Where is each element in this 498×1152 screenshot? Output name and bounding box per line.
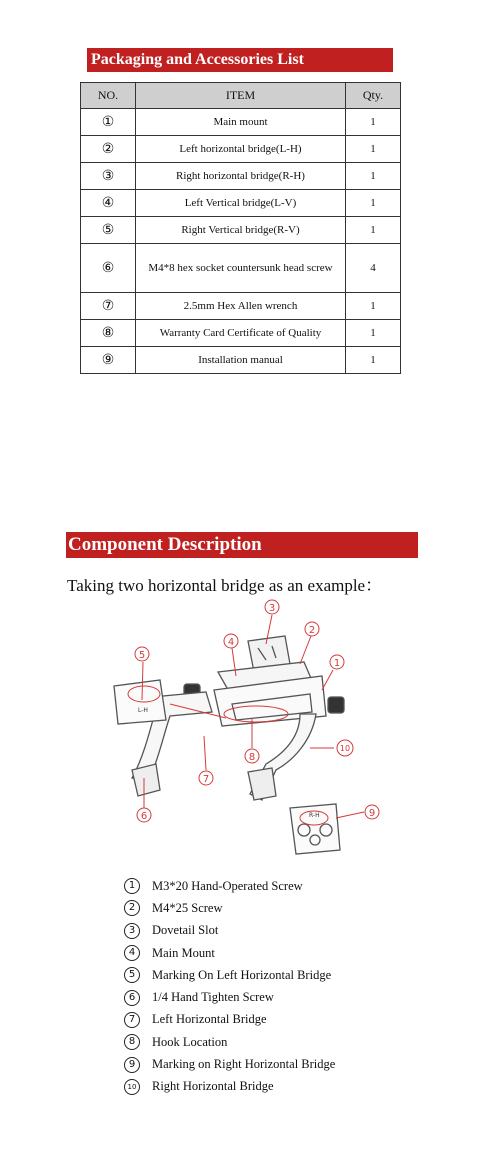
row-qty: 1: [346, 136, 401, 163]
legend-label: Marking On Left Horizontal Bridge: [152, 967, 332, 982]
components-intro: Taking two horizontal bridge as an example：: [67, 576, 383, 595]
table-row: [81, 244, 401, 293]
legend-label: 1/4 Hand Tighten Screw: [152, 990, 274, 1005]
row-no: ①: [81, 109, 136, 136]
row-item: Warranty Card Certificate of Quality: [136, 320, 346, 347]
bridge-drawing: [114, 636, 344, 854]
row-qty: 1: [346, 320, 401, 347]
row-qty: 1: [346, 109, 401, 136]
legend-number: 7: [124, 1012, 140, 1028]
legend-number: 2: [124, 900, 140, 916]
row-item: Main mount: [136, 109, 346, 136]
row-qty: 1: [346, 163, 401, 190]
legend-label: M3*20 Hand-Operated Screw: [152, 878, 303, 893]
row-qty: 1: [346, 190, 401, 217]
header-qty: Qty.: [346, 83, 401, 109]
header-item: ITEM: [136, 83, 346, 109]
legend-number: 1: [124, 878, 140, 894]
svg-text:4: 4: [227, 637, 235, 648]
legend-item: [124, 1076, 335, 1098]
legend-item: [124, 875, 335, 897]
row-item: Left Vertical bridge(L-V): [136, 190, 346, 217]
row-qty: 1: [346, 217, 401, 244]
svg-text:3: 3: [268, 603, 276, 614]
svg-text:2: 2: [308, 625, 316, 636]
svg-text:9: 9: [368, 808, 376, 819]
table-row: [81, 109, 401, 136]
callout-1: [330, 655, 344, 669]
components-title: Component Description: [66, 532, 418, 558]
legend-label: Main Mount: [152, 945, 215, 960]
legend-item: [124, 986, 335, 1008]
row-no: ②: [81, 136, 136, 163]
legend-number: 10: [124, 1079, 140, 1095]
svg-text:6: 6: [140, 811, 148, 822]
marking-right-text: R-H: [309, 812, 320, 819]
callout-5: [135, 647, 149, 661]
marking-left-text: L-H: [138, 707, 148, 714]
accessories-title: Packaging and Accessories List: [87, 48, 393, 72]
row-qty: 4: [346, 244, 401, 293]
callout-7: [199, 771, 213, 785]
legend-label: M4*25 Screw: [152, 900, 223, 915]
row-item: M4*8 hex socket countersunk head screw: [136, 244, 346, 293]
row-no: ⑧: [81, 320, 136, 347]
row-no: ⑤: [81, 217, 136, 244]
component-legend: [124, 875, 335, 1098]
row-item: 2.5mm Hex Allen wrench: [136, 293, 346, 320]
legend-number: 6: [124, 990, 140, 1006]
table-row: [81, 163, 401, 190]
legend-item: [124, 920, 335, 942]
svg-text:8: 8: [248, 752, 256, 763]
callout-9: [365, 805, 379, 819]
callout-3: [265, 600, 279, 614]
legend-item: [124, 1031, 335, 1053]
legend-label: Hook Location: [152, 1034, 228, 1049]
table-header-row: [81, 83, 401, 109]
legend-item: [124, 897, 335, 919]
callout-2: [305, 622, 319, 636]
row-qty: 1: [346, 293, 401, 320]
svg-text:10: 10: [339, 744, 351, 753]
table-row: [81, 136, 401, 163]
table-row: [81, 347, 401, 374]
row-item: Right horizontal bridge(R-H): [136, 163, 346, 190]
svg-text:1: 1: [333, 658, 341, 669]
legend-item: [124, 942, 335, 964]
row-item: Right Vertical bridge(R-V): [136, 217, 346, 244]
legend-item: [124, 1053, 335, 1075]
legend-label: Left Horizontal Bridge: [152, 1012, 267, 1027]
table-row: [81, 293, 401, 320]
legend-number: 3: [124, 923, 140, 939]
legend-number: 9: [124, 1057, 140, 1073]
header-no: NO.: [81, 83, 136, 109]
accessories-table: [80, 82, 401, 374]
legend-item: [124, 964, 335, 986]
bridge-diagram: [98, 592, 398, 862]
legend-label: Right Horizontal Bridge: [152, 1079, 274, 1094]
table-row: [81, 217, 401, 244]
row-item: Left horizontal bridge(L-H): [136, 136, 346, 163]
legend-label: Marking on Right Horizontal Bridge: [152, 1057, 336, 1072]
callout-4: [224, 634, 238, 648]
table-row: [81, 320, 401, 347]
row-no: ⑨: [81, 347, 136, 374]
table-row: [81, 190, 401, 217]
row-qty: 1: [346, 347, 401, 374]
callout-8: [245, 749, 259, 763]
row-no: ⑥: [81, 244, 136, 293]
svg-text:7: 7: [202, 774, 210, 785]
svg-text:5: 5: [138, 650, 146, 661]
callout-6: [137, 808, 151, 822]
row-no: ④: [81, 190, 136, 217]
legend-label: Dovetail Slot: [152, 923, 219, 938]
row-no: ⑦: [81, 293, 136, 320]
legend-item: [124, 1009, 335, 1031]
legend-number: 4: [124, 945, 140, 961]
row-item: Installation manual: [136, 347, 346, 374]
callout-10: [337, 740, 353, 756]
legend-number: 5: [124, 967, 140, 983]
legend-number: 8: [124, 1034, 140, 1050]
row-no: ③: [81, 163, 136, 190]
